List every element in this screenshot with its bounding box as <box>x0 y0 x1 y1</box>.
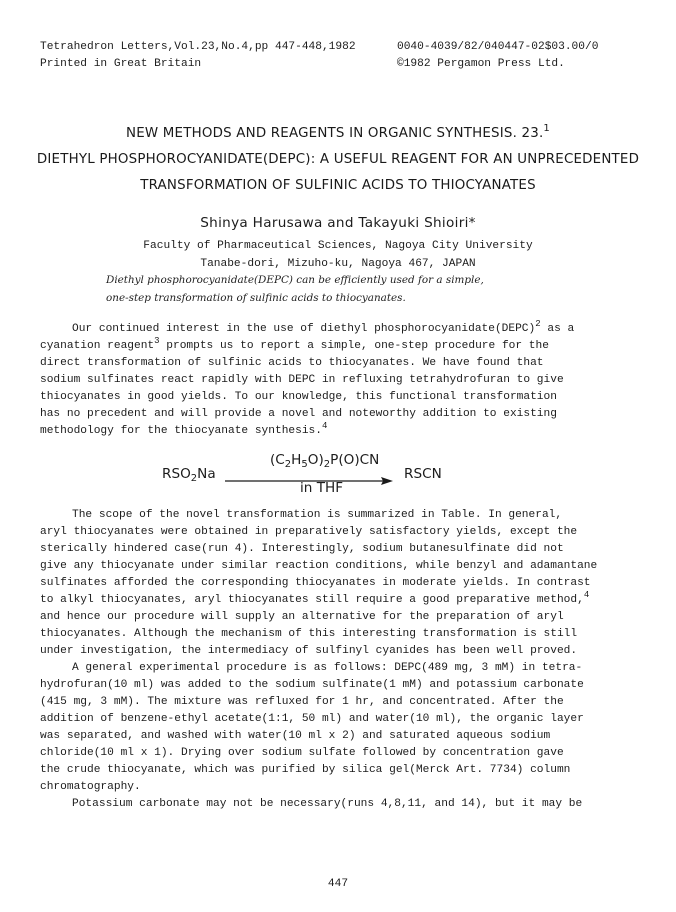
series-title <box>0 123 676 141</box>
text-line: has no precedent and will provide a novel and noteworthy addition to existing <box>40 408 557 420</box>
series-title-text: NEW METHODS AND REAGENTS IN ORGANIC SYNTHESIS. 23. <box>126 126 544 141</box>
affiliation-line2: Tanabe-dori, Mizuho-ku, Nagoya 467, JAPAN <box>200 258 476 270</box>
text-line: methodology for the thiocyanate synthesis.$^4$ <box>40 421 328 437</box>
reaction-scheme <box>0 452 676 504</box>
citation-line: Tetrahedron Letters,Vol.23,No.4,pp 447-448,1982 <box>40 41 356 53</box>
footnote-ref: 1 <box>543 123 550 134</box>
page-number: 447 <box>327 878 349 890</box>
solvent: in THF <box>300 480 344 496</box>
printed-in-line: Printed in Great Britain <box>40 58 202 70</box>
abstract-line1: Diethyl phosphorocyanidate(DEPC) can be efficiently used for a simple, <box>106 274 484 286</box>
affiliation-line1: Faculty of Pharmaceutical Sciences, Nagoya City University <box>143 240 533 252</box>
body-paragraphs <box>40 507 640 813</box>
text-line: chromatography. <box>40 781 141 793</box>
paper-title-line1: DIETHYL PHOSPHOROCYANIDATE(DEPC): A USEFUL REAGENT FOR AN UNPRECEDENTED <box>36 152 640 167</box>
text-line: give any thiocyanate under similar reaction conditions, while benzyl and adamantane <box>40 560 598 572</box>
text-line: to alkyl thiocyanates, aryl thiocyanates still require a good preparative method,$^4$ <box>40 590 590 606</box>
text-line: direct transformation of sulfinic acids to thiocyanates. We have found that <box>40 357 544 369</box>
reactant: $RSO_2Na$ <box>162 466 216 484</box>
text-line: addition of benzene-ethyl acetate(1:1, 50 ml) and water(10 ml), the organic layer <box>40 713 584 725</box>
intro-paragraph <box>40 321 640 440</box>
text-line: The scope of the novel transformation is summarized in Table. In general, <box>72 509 563 521</box>
abstract-line2: one-step transformation of sulfinic acids to thiocyanates. <box>106 292 406 304</box>
text-line: chloride(10 ml x 1). Drying over sodium sulfate followed by concentration gave <box>40 747 564 759</box>
text-line: sulfinates afforded the corresponding thiocyanates in moderate yields. In contrast <box>40 577 591 589</box>
text-line: Our continued interest in the use of diethyl phosphorocyanidate(DEPC)$^2$ as a <box>72 319 575 335</box>
authors: Shinya Harusawa and Takayuki Shioiri* <box>200 215 476 231</box>
copyright-block <box>397 39 598 73</box>
journal-citation <box>40 39 356 73</box>
copyright-line: ©1982 Pergamon Press Ltd. <box>397 58 565 70</box>
text-line: Potassium carbonate may not be necessary(runs 4,8,11, and 14), but it may be <box>72 798 583 810</box>
text-line: was separated, and washed with water(10 ml x 2) and saturated aqueous sodium <box>40 730 551 742</box>
text-line: aryl thiocyanates were obtained in preparatively satisfactory yields, except the <box>40 526 578 538</box>
text-line: thiocyanates in good yields. To our knowledge, this functional transformation <box>40 391 557 403</box>
paper-title-line2: TRANSFORMATION OF SULFINIC ACIDS TO THIOCYANATES <box>140 178 536 193</box>
text-line: under investigation, the intermediacy of sulfinyl cyanides has been well proved. <box>40 645 578 657</box>
text-line: and hence our procedure will supply an alternative for the preparation of aryl <box>40 611 564 623</box>
issn-line: 0040-4039/82/040447-02$03.00/0 <box>397 41 599 53</box>
text-line: (415 mg, 3 mM). The mixture was refluxed for 1 hr, and concentrated. After the <box>40 696 564 708</box>
text-line: sodium sulfinates react rapidly with DEPC in refluxing tetrahydrofuran to give <box>40 374 564 386</box>
text-line: A general experimental procedure is as follows: DEPC(489 mg, 3 mM) in tetra- <box>72 662 583 674</box>
reagent: $(C_2H_5O)_2P(O)CN$ <box>270 452 380 470</box>
text-line: cyanation reagent$^3$ prompts us to report a simple, one-step procedure for the <box>40 336 549 352</box>
text-line: hydrofuran(10 ml) was added to the sodium sulfinate(1 mM) and potassium carbonate <box>40 679 584 691</box>
text-line: thiocyanates. Although the mechanism of this interesting transformation is still <box>40 628 578 640</box>
product: RSCN <box>404 466 442 482</box>
text-line: sterically hindered case(run 4). Interestingly, sodium butanesulfinate did not <box>40 543 564 555</box>
text-line: the crude thiocyanate, which was purified by silica gel(Merck Art. 7734) column <box>40 764 571 776</box>
